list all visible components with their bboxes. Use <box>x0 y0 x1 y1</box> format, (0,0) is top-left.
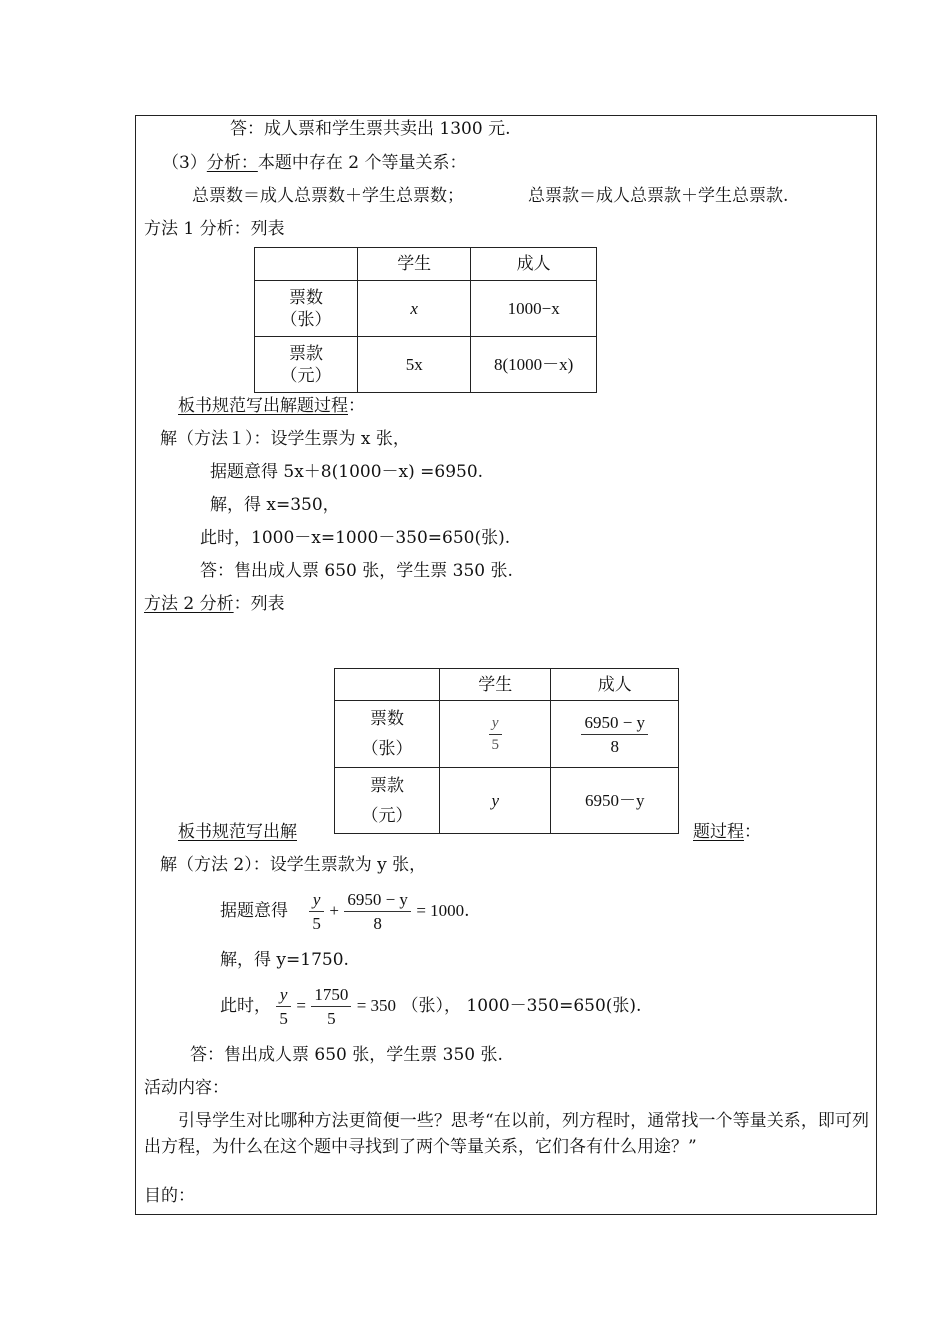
fraction: $\frac{1750}{5}$ <box>311 986 351 1027</box>
cell-student-money: 5x <box>358 337 471 393</box>
cell-student-money: y <box>440 768 551 834</box>
method2-then: 此时， $\frac{y}{5}$ = $\frac{1750}{5}$ = 350 （张）， 1000－350=650(张). <box>220 985 642 1028</box>
method1-title: 方法 1 分析：列表 <box>144 219 285 239</box>
method2-equation: 据题意得 $\frac{y}{5}$ + $\frac{6950 - y}{8}$ = 1000. <box>220 890 470 933</box>
cell-adult-money: 6950－y <box>551 768 679 834</box>
cell-adult-money: 8(1000－x) <box>471 337 597 393</box>
method1-table <box>254 247 597 393</box>
method1-then: 此时，1000－x=1000－350=650(张). <box>200 528 511 548</box>
analysis-text: 本题中存在 2 个等量关系： <box>257 153 467 173</box>
activity-text: 引导学生对比哪种方法更简便一些？思考“在以前，列方程时，通常找一个等量关系，即可列出方程，为什么在这个题中寻找到了两个等量关系，它们各有什么用途？” <box>144 1111 869 1157</box>
table-header-adult: 成人 <box>471 248 597 281</box>
cell-adult-tickets <box>551 701 679 768</box>
table-row <box>335 701 679 768</box>
cell-student-tickets <box>440 701 551 768</box>
table-header-empty <box>335 669 440 701</box>
table-header-student: 学生 <box>440 669 551 701</box>
relation-1: 总票数＝成人总票数＋学生总票数； <box>192 186 464 206</box>
method1-answer: 答：售出成人票 650 张，学生票 350 张. <box>200 561 513 581</box>
method1-solve: 解，得 x=350， <box>210 495 340 515</box>
purpose-label: 目的： <box>144 1186 195 1206</box>
method1-equation: 据题意得 5x＋8(1000－x) =6950. <box>210 462 484 482</box>
method2-title: 方法 2 分析：列表 <box>144 594 285 614</box>
fraction: $\frac{y}{5}$ <box>276 986 291 1027</box>
analysis-label: 分析： <box>206 153 258 173</box>
fraction: $\frac{6950 - y}{8}$ <box>581 714 648 755</box>
method2-setup: 解（方法 2）：设学生票款为 y 张， <box>160 855 427 875</box>
row-label-money: 票款 （元） <box>255 337 358 393</box>
row-label-tickets: 票数 （张） <box>335 701 440 768</box>
answer-part2: 答：成人票和学生票共卖出 1300 元. <box>230 119 511 139</box>
method2-table <box>334 668 679 834</box>
cell-adult-tickets: 1000−x <box>471 281 597 337</box>
table-header-empty <box>255 248 358 281</box>
fraction: $\frac{y}{5}$ <box>489 716 503 753</box>
method2-answer: 答：售出成人票 650 张，学生票 350 张. <box>190 1045 503 1065</box>
method1-setup: 解（方法１）：设学生票为 x 张， <box>160 429 410 449</box>
fraction: $\frac{y}{5}$ <box>309 891 324 932</box>
relation-2: 总票款＝成人总票款＋学生总票款. <box>528 186 789 206</box>
row-label-money: 票款 （元） <box>335 768 440 834</box>
part3-label: （3） <box>162 153 207 173</box>
method2-solve: 解，得 y=1750. <box>220 950 349 970</box>
table-header-student: 学生 <box>358 248 471 281</box>
activity-title: 活动内容： <box>144 1078 229 1098</box>
table-header-adult: 成人 <box>551 669 679 701</box>
cell-student-tickets: x <box>358 281 471 337</box>
table-row <box>255 337 597 393</box>
table-row <box>335 768 679 834</box>
part3-heading <box>162 152 466 174</box>
table-row <box>255 281 597 337</box>
table-row <box>255 248 597 281</box>
row-label-tickets: 票数 （张） <box>255 281 358 337</box>
fraction: $\frac{6950 - y}{8}$ <box>344 891 411 932</box>
method1-board-note: 板书规范写出解题过程： <box>178 396 365 416</box>
table-row <box>335 669 679 701</box>
method2-board-note-end: 题过程： <box>693 822 761 842</box>
method2-board-note-start: 板书规范写出解 <box>178 822 297 842</box>
